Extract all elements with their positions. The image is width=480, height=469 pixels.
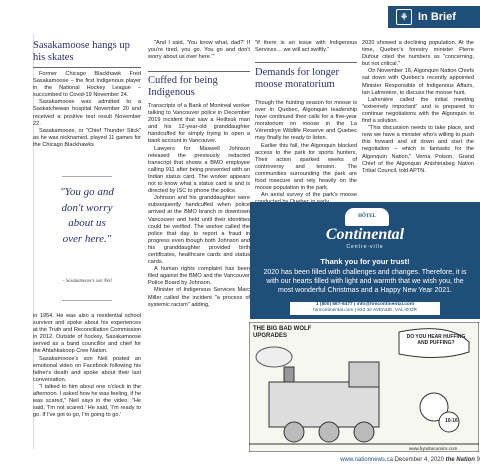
paragraph: Earlier this fall, the Algonquin blocked access to the park for sports hunters. Their action sparked weeks of controversy and tension. The communities surrounding the park are food insecure and rely heavily on the moose population in the park. bbox=[255, 142, 357, 192]
brand-logo: Continental bbox=[325, 226, 405, 243]
train-body bbox=[269, 382, 379, 427]
paragraph: Minister of Indigenous Services Marc Miller called the incident "a process of systemic racism" adding, bbox=[148, 287, 250, 308]
ad-address: hmcontinental.com | 932 3e AVENUE, VAL-D'OR bbox=[313, 308, 417, 313]
paragraph: "I talked to him about one o'clock in the afternoon. I asked how he was feeling, if he was scared," Neil says in the video. "He said, 'I'm not scared.' He said, 'I'm ready to go. If I've got to go, I'm going to go.' bbox=[33, 383, 141, 419]
headline-sasakamoose: Sasakamoose hangs up his skates bbox=[33, 40, 130, 63]
paragraph: Lawyers for Maxwell Johnson released the previously redacted transcript that shows a BMO employee calling 911 after being presented with an Indian status card. The worker appears not to know what a status card is and is directed by ISC to phone the police. bbox=[148, 145, 250, 195]
footer-page: 9 bbox=[476, 457, 480, 463]
paragraph: in 1954. He was also a residential school survivor and spoke about his experiences at the Truth and Reconciliation Commission in 2012. Outside of hockey, Sasakamoose served as a band councillor and chief for the Ahtahkakoop Cree Nation. bbox=[33, 313, 141, 355]
divider bbox=[148, 71, 250, 72]
headline-cuffed: Cuffed for being Indigenous bbox=[148, 75, 218, 98]
hotel-label: HÔTEL bbox=[345, 208, 389, 226]
train-wheel bbox=[284, 422, 304, 442]
divider bbox=[255, 62, 357, 63]
article-moose-lead bbox=[255, 40, 357, 54]
cartoon-sign: 10-16 bbox=[445, 418, 458, 424]
paragraph: Though the hunting season for moose is over in Quebec, Algonquin leadership have continued their calls for a five-year moratorium on moose in the La Vérendrye Wildlife Reserve and Quebec may finally be ready to listen. bbox=[255, 100, 357, 142]
pull-quote: "You go and don't worry about us over here." bbox=[60, 186, 114, 245]
divider bbox=[62, 300, 112, 301]
footer-date: December 4, 2020 bbox=[394, 457, 444, 463]
train-chimney bbox=[284, 367, 294, 382]
article-sasakamoose-intro bbox=[33, 71, 141, 149]
brand-subtitle: Centre-ville bbox=[346, 244, 384, 250]
paragraph: Sasakamoose, or "Chief Thunder Stick" as he was nicknamed, played 11 games for the Chicago Blackhawks bbox=[33, 127, 141, 148]
train-cab bbox=[349, 362, 379, 387]
article-moose bbox=[255, 100, 357, 206]
cartoon-bubble-text: DO YOU HEAR HUFFING AND PUFFING? bbox=[406, 334, 466, 346]
paragraph: An aerial survey of the park's moose bbox=[261, 192, 357, 199]
paragraph: "if there is an issue with Indigenous Services… we will act swiftly." bbox=[255, 40, 357, 54]
ad-phone: 1 (800) 567-6477 | info@hmcontinental.com bbox=[315, 302, 415, 307]
article-cuffed-lead bbox=[148, 40, 250, 61]
article-cuffed bbox=[148, 103, 250, 309]
pull-quote-attribution: – Sasakamoose's son Neil bbox=[62, 279, 112, 284]
paragraph: Lafrenière called the initial meeting "extremely important" and is prepared to continue negotiations with the Algonquin to find a solution. bbox=[362, 96, 474, 125]
cartoon-title: THE BIG BAD WOLF UPGRADES bbox=[253, 326, 312, 339]
ad-contact bbox=[290, 302, 440, 315]
train-wheel bbox=[354, 422, 374, 442]
paragraph: Sasakamoose's son Neil posted an emotional video on Facebook following his father's death and spoke about their last conversation. bbox=[33, 355, 141, 383]
paragraph: "This discussion needs to take place, and now we have a minister who's willing to push this forward and sit down and start the negotiation – which is fantastic for the Algonquin Nation," Verna Polson, Grand Chief of the Algonquin Anishinabeg Nation Tribal Council, told APTN. bbox=[362, 125, 474, 174]
page-footer bbox=[250, 457, 480, 463]
divider bbox=[33, 67, 141, 68]
footer-mag: the Nation bbox=[445, 457, 475, 463]
hotel-continental-ad[interactable] bbox=[250, 202, 480, 319]
moose-icon: ⚘ bbox=[396, 9, 412, 25]
banner-label: In Brief bbox=[418, 11, 456, 23]
ad-thanks: Thank you for your trust! bbox=[320, 257, 410, 266]
headline-moose: Demands for longer moose moratorium bbox=[255, 67, 339, 90]
article-moose-cont bbox=[362, 40, 474, 175]
divider bbox=[62, 176, 112, 177]
paragraph: Former Chicago Blackhawk Fred Sasakamoose – the first Indigenous player in the National Hockey League – succumbed to Covid-19 November 24. bbox=[33, 71, 141, 99]
ad-message: 2020 has been filled with challenges and changes. Therefore, it is with our hearts filled with light and warmth that we wish you, the most wonderful Christmas and a Happy New Year 2021. bbox=[263, 269, 467, 295]
paragraph: Transcripts of a Bank of Montreal worker talking to Vancouver police in December 2019 incident that saw a Heiltsuk man and his 12-year-old granddaughter handcuffed for simply trying to open a bank account in Vancouver. bbox=[148, 103, 250, 145]
paragraph: A human rights complaint has been filed against the BMO and the Vancouver Police Board by Johnson. bbox=[148, 266, 250, 287]
paragraph: Sasakamoose was admitted to a Saskatchewan hospital November 20 and received a positive test result November 22. bbox=[33, 99, 141, 127]
footer-site[interactable]: www.nationnews.ca bbox=[340, 457, 393, 463]
smoke-puff bbox=[256, 347, 292, 367]
paragraph: 2020 showed a declining population. At the time, Quebec's forestry minister Pierre Dufour cited the numbers as "concerning, but not critical." bbox=[362, 40, 474, 68]
cartoon-credit: www.hyndracomics.com bbox=[409, 446, 458, 451]
paragraph: On November 16, Algonquin Nation Chiefs sat down with Quebec's recently appointed Minister Responsible of Indigenous Affairs, Ian Lafrenière, to discuss the moose hunt. bbox=[362, 68, 474, 96]
in-brief-banner bbox=[388, 6, 480, 28]
article-sasakamoose-cont bbox=[33, 313, 141, 419]
cartoon bbox=[249, 322, 479, 452]
train-wheel bbox=[319, 422, 339, 442]
paragraph: Johnson and his granddaughter were subsequently handcuffed when police arrived at the BMO branch in downtown Vancouver and held until their identities could be verified. The worker called the police that day to report a fraud in progress even though both Johnson and his granddaughter provided birth certificates, healthcare cards and status cards. bbox=[148, 195, 250, 266]
paragraph: "And I said, 'You know what, dad?' If you're tired, you go. You go and don't worry about us over here.'" bbox=[148, 40, 250, 61]
